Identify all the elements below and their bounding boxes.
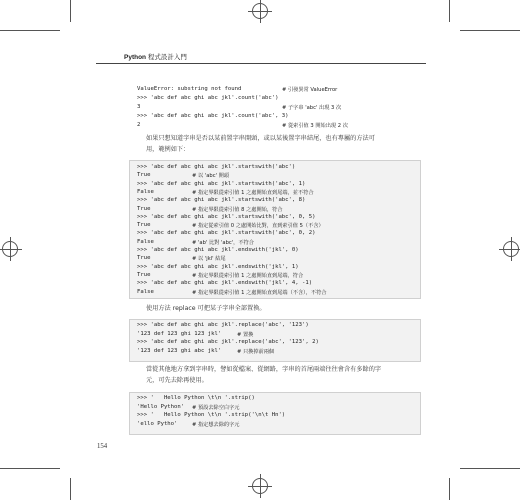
crop-mark xyxy=(449,0,450,22)
code-line: True xyxy=(137,255,151,262)
running-title xyxy=(124,52,187,61)
code-line: False xyxy=(137,188,154,195)
code-line: 'Hello Python' xyxy=(137,403,185,410)
code-line: >>> ' Hello Python \t\n '.strip() xyxy=(137,395,255,401)
running-title-rest: 程式設計入門 xyxy=(146,54,187,61)
crop-mark xyxy=(70,0,71,22)
crop-mark xyxy=(460,30,520,31)
crop-mark xyxy=(449,478,450,500)
running-title-bold: Python xyxy=(124,54,147,61)
code-line: >>> 'abc def abc ghi abc jkl'.endswith('jkl', 1) xyxy=(137,263,299,270)
page-number: 154 xyxy=(97,443,108,450)
registration-mark-icon xyxy=(2,241,18,257)
crop-mark xyxy=(0,30,60,31)
code-line: '123 def 123 ghi 123 jkl' xyxy=(137,330,222,337)
code-comment: # 指定界限從索引值 1 之處開始直到尾端，並不符合 xyxy=(192,189,314,196)
paragraph-line: 如果只想知道字串是否以某前置字串開頭，或以某後置字串結尾，也有專屬的方法可 xyxy=(146,135,375,142)
paragraph-line: 元，可先去除再使用。 xyxy=(146,377,208,384)
code-line: True xyxy=(137,222,151,229)
code-line: >>> 'abc def abc ghi abc jkl'.endswith('jkl', 0) xyxy=(137,247,299,253)
code-block-strip xyxy=(137,395,427,435)
code-line: >>> 'abc def abc ghi abc jkl'.startswith('abc', 1) xyxy=(137,180,306,187)
code-comment: # 指定界限從索引值 8 之處開始，符合 xyxy=(192,206,283,213)
code-line: 3 xyxy=(137,104,141,110)
code-line: >>> 'abc def abc ghi abc jkl'.replace('abc', '123') xyxy=(137,322,309,328)
crop-mark xyxy=(0,468,60,469)
code-comment: # 'ab' 比對 'abc'，不符合 xyxy=(192,239,254,246)
code-line: >>> 'abc def abc ghi abc jkl'.count('abc', 3) xyxy=(137,113,289,119)
code-line: 2 xyxy=(137,122,141,128)
code-comment: # 指定從索引值 0 之處開始比對，直到索引值 5（不含） xyxy=(192,223,324,230)
code-line: >>> 'abc def abc ghi abc jkl'.startswith('abc') xyxy=(137,164,296,170)
code-line: >>> 'abc def abc ghi abc jkl'.startswith('abc', 0, 5) xyxy=(137,213,316,220)
header-rule xyxy=(96,63,426,64)
code-line: True xyxy=(137,172,151,179)
registration-mark-icon xyxy=(503,241,519,257)
code-line: >>> 'abc def abc ghi abc jkl'.startswith('abc', 0, 2) xyxy=(137,230,316,237)
paragraph-replace xyxy=(146,303,266,314)
code-comment: # 以 'jkl' 結尾 xyxy=(192,256,226,263)
code-comment: # 引發異常 ValueError xyxy=(282,87,338,93)
code-line: True xyxy=(137,205,151,212)
code-line: '123 def 123 ghi abc jkl' xyxy=(137,347,222,354)
code-block-startswith xyxy=(137,164,427,299)
code-comment: # 指定界限從索引值 1 之處開始直到尾端（不含），不符合 xyxy=(192,289,327,296)
code-line: True xyxy=(137,271,151,278)
paragraph-line: 當從其他地方拿到字串時，譬如從檔案、從網路，字串的首尾兩端往往會含有多餘的字 xyxy=(146,366,382,373)
paragraph-strip xyxy=(146,364,381,386)
code-line: >>> 'abc def abc ghi abc jkl'.count('abc') xyxy=(137,95,279,101)
code-comment: # 以 'abc' 開頭 xyxy=(192,173,230,180)
code-line: False xyxy=(137,288,154,295)
paragraph-startswith xyxy=(146,133,375,155)
page-header xyxy=(96,52,426,64)
code-comment: # 子字串 'abc' 出現 3 次 xyxy=(282,105,342,111)
code-line: >>> ' Hello Python \t\n '.strip('\n\t Hn') xyxy=(137,412,286,419)
code-comment: # 從索引值 3 開始出現 2 次 xyxy=(282,123,348,129)
code-line: ValueError: substring not found xyxy=(137,86,242,92)
paragraph-line: 用，範例如下： xyxy=(146,146,190,153)
code-line: >>> 'abc def abc ghi abc jkl'.replace('abc', '123', 2) xyxy=(137,339,319,346)
code-comment: # 置換 xyxy=(237,331,254,338)
code-line: 'ello Pytho' xyxy=(137,420,178,427)
code-line: >>> 'abc def abc ghi abc jkl'.endswith('jkl', 4, -1) xyxy=(137,280,313,287)
code-comment: # 指定想去除的字元 xyxy=(192,421,240,428)
code-comment: # 預設去除空白字元 xyxy=(192,404,240,411)
crop-mark xyxy=(70,478,71,500)
registration-mark-icon xyxy=(252,3,268,19)
paragraph-line: 使用方法 replace 可把某子字串全部置換。 xyxy=(146,305,266,312)
crop-mark xyxy=(460,468,520,469)
code-line: False xyxy=(137,238,154,245)
code-block-replace xyxy=(137,322,427,362)
code-line: >>> 'abc def abc ghi abc jkl'.startswith('abc', 8) xyxy=(137,197,306,204)
code-comment: # 指定界限從索引值 1 之處開始直到尾端，符合 xyxy=(192,272,304,279)
code-comment: # 只換掉前兩個 xyxy=(237,348,275,355)
registration-mark-icon xyxy=(252,478,268,494)
